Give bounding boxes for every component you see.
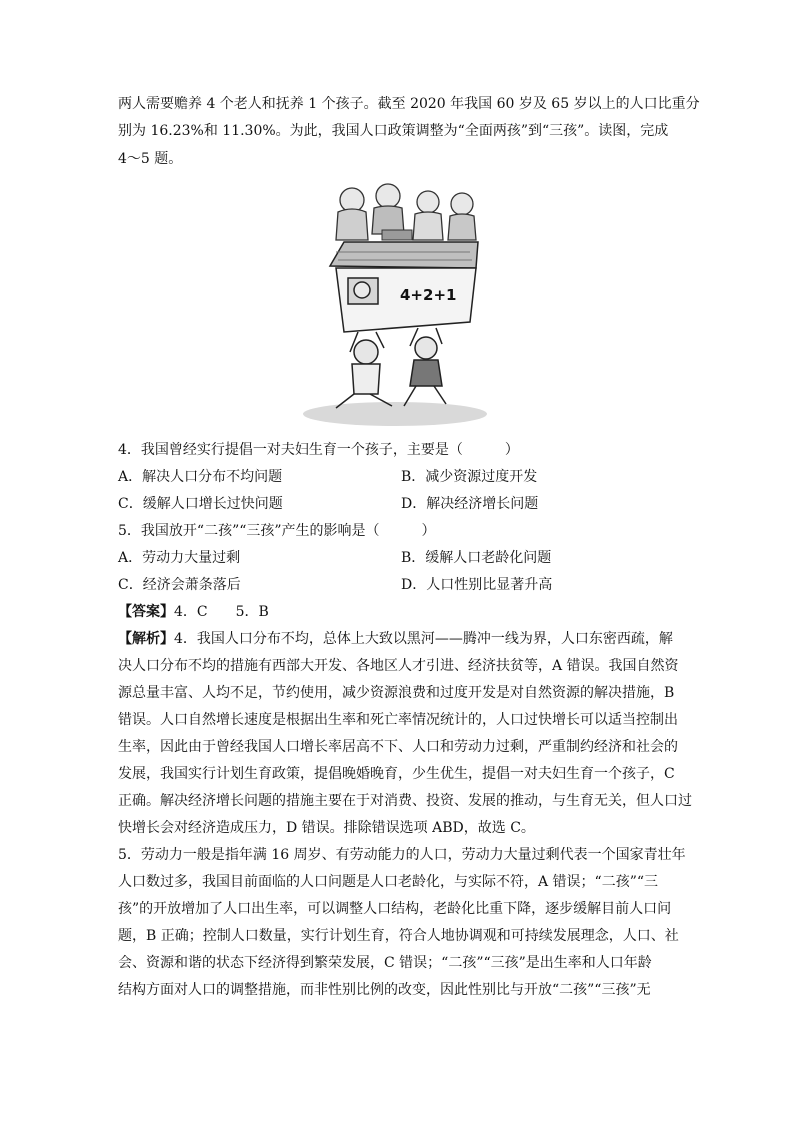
analysis-q5-line-5: 会、资源和谐的状态下经济得到繁荣发展，C 错误；“二孩”“三孩”是出生率和人口年龄 [118, 955, 652, 971]
intro-line-1: 两人需要赡养 4 个老人和抚养 1 个孩子。截至 2020 年我国 60 岁及 65 岁以上的人口比重分 [118, 96, 700, 112]
q4-option-a: A．解决人口分布不均问题 [118, 469, 283, 485]
population-cartoon-illustration [300, 182, 490, 430]
analysis-q4-line-4: 错误。人口自然增长速度是根据出生率和死亡率情况统计的，人口过快增长可以适当控制出 [118, 712, 678, 728]
q5-option-d: D．人口性别比显著升高 [401, 577, 553, 593]
question-4-stem: 4．我国曾经实行提倡一对夫妇生育一个孩子，主要是（ ） [118, 442, 519, 458]
answer-text: 4．C 5．B [174, 604, 269, 620]
question-5-options-row-2 [118, 572, 678, 599]
analysis-label: 【解析】 [118, 631, 174, 647]
intro-line-3: 4～5 题。 [118, 151, 183, 167]
analysis-q4-line-8: 快增长会对经济造成压力，D 错误。排除错误选项 ABD，故选 C。 [118, 820, 535, 836]
intro-line-2: 别为 16.23%和 11.30%。为此，我国人口政策调整为“全面两孩”到“三孩”。读图，完成 [118, 123, 669, 139]
analysis-q4-line-3: 源总量丰富、人均不足，节约使用，减少资源浪费和过度开发是对自然资源的解决措施，B [118, 685, 675, 701]
q5-option-c: C．经济会萧条落后 [118, 577, 241, 593]
q4-option-b: B．减少资源过度开发 [401, 469, 538, 485]
q4-option-d: D．解决经济增长问题 [401, 496, 539, 512]
question-5-options-row-1 [118, 545, 678, 572]
house-sign-text: 4+2+1 [400, 286, 457, 304]
analysis-line-1 [118, 626, 673, 653]
q5-option-a: A．劳动力大量过剩 [118, 550, 241, 566]
answer-label: 【答案】 [118, 604, 174, 620]
question-4-options-row-1 [118, 464, 678, 491]
analysis-q4-line-1: 4．我国人口分布不均，总体上大致以黑河——腾冲一线为界，人口东密西疏，解 [174, 631, 673, 647]
analysis-q5-line-2: 人口数过多，我国目前面临的人口问题是人口老龄化，与实际不符，A 错误；“二孩”“三 [118, 874, 659, 890]
analysis-q4-line-5: 生率，因此由于曾经我国人口增长率居高不下、人口和劳动力过剩，严重制约经济和社会的 [118, 739, 678, 755]
analysis-q4-line-2: 决人口分布不均的措施有西部大开发、各地区人才引进、经济扶贫等，A 错误。我国自然资 [118, 658, 679, 674]
q5-option-b: B．缓解人口老龄化问题 [401, 550, 552, 566]
question-5-stem: 5．我国放开“二孩”“三孩”产生的影响是（ ） [118, 523, 436, 539]
analysis-q5-line-4: 题，B 正确；控制人口数量，实行计划生育，符合人地协调观和可持续发展理念，人口、社 [118, 928, 679, 944]
analysis-q5-line-6: 结构方面对人口的调整措施，而非性别比例的改变，因此性别比与开放“二孩”“三孩”无 [118, 982, 651, 998]
answer-line [118, 599, 269, 626]
question-4-options-row-2 [118, 491, 678, 518]
analysis-q5-line-3: 孩”的开放增加了人口出生率，可以调整人口结构，老龄化比重下降，逐步缓解目前人口问 [118, 901, 672, 917]
analysis-q4-line-6: 发展，我国实行计划生育政策，提倡晚婚晚育，少生优生，提倡一对夫妇生育一个孩子，C [118, 766, 675, 782]
analysis-q4-line-7: 正确。解决经济增长问题的措施主要在于对消费、投资、发展的推动，与生育无关，但人口过 [118, 793, 692, 809]
analysis-q5-line-1: 5．劳动力一般是指年满 16 周岁、有劳动能力的人口，劳动力大量过剩代表一个国家青壮年 [118, 847, 686, 863]
q4-option-c: C．缓解人口增长过快问题 [118, 496, 283, 512]
